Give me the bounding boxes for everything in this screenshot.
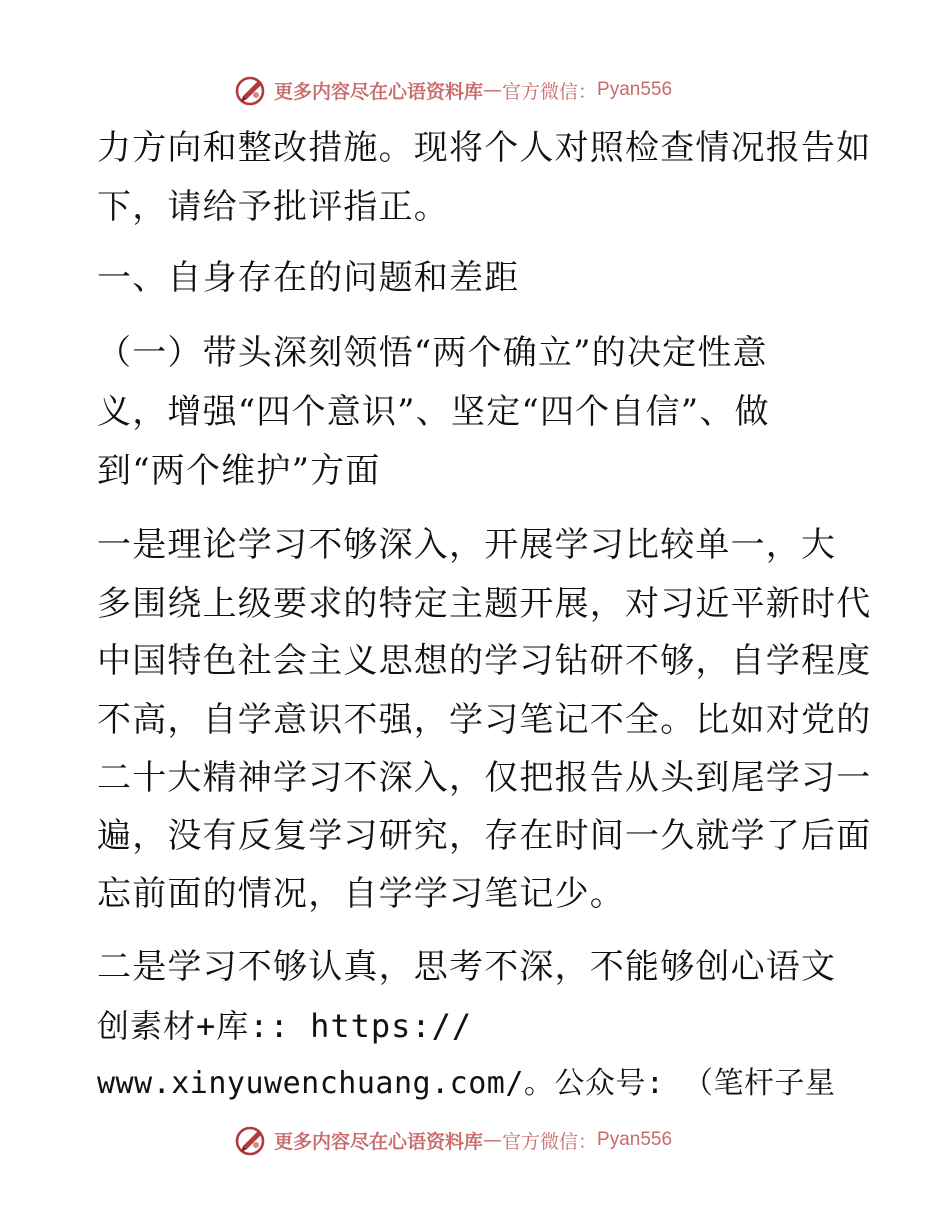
text-line: 力方向和整改措施。现将个人对照检查情况报告如 — [97, 128, 872, 168]
text-line: 遍，没有反复学习研究，存在时间一久就学了后面 — [97, 816, 872, 856]
text-line: www.xinyuwenchuang.com/。公众号: （笔杆子星 — [97, 1066, 836, 1101]
subsection-heading: 到“两个维护”方面 — [97, 451, 381, 491]
watermark-wechat-label: 官方微信： — [502, 80, 598, 103]
text-line: 不高，自学意识不强，学习笔记不全。比如对党的 — [97, 700, 872, 740]
text-line: 二十大精神学习不深入，仅把报告从头到尾学习一 — [97, 758, 872, 798]
watermark-dash: — — [483, 79, 503, 101]
text-line: 创素材+库:: https:// — [97, 1007, 473, 1045]
watermark-main-text: 更多内容尽在心语资料库 — [274, 80, 484, 103]
section-heading: 一、自身存在的问题和差距 — [97, 258, 520, 298]
header-watermark — [234, 70, 714, 110]
text-line: 忘前面的情况，自学学习笔记少。 — [97, 874, 625, 914]
watermark-main-text: 更多内容尽在心语资料库 — [274, 1130, 484, 1153]
watermark-dash: — — [483, 1129, 503, 1151]
watermark-wechat-id: Pyan556 — [597, 79, 673, 100]
subsection-heading: （一）带头深刻领悟“两个确立”的决定性意 — [97, 333, 768, 373]
text-line: 下，请给予批评指正。 — [97, 187, 449, 227]
subsection-heading: 义，增强“四个意识”、坚定“四个自信”、做 — [97, 392, 770, 432]
text-line: 中国特色社会主义思想的学习钻研不够，自学程度 — [97, 641, 872, 681]
watermark-wechat-label: 官方微信： — [502, 1130, 598, 1153]
footer-watermark — [234, 1120, 714, 1160]
text-line: 多围绕上级要求的特定主题开展，对习近平新时代 — [97, 584, 872, 624]
watermark-wechat-id: Pyan556 — [597, 1129, 673, 1150]
text-line: 一是理论学习不够深入，开展学习比较单一，大 — [97, 525, 837, 565]
pen-logo-icon — [234, 1123, 268, 1157]
text-line: 二是学习不够认真，思考不深，不能够创心语文 — [97, 947, 837, 987]
pen-logo-icon — [234, 73, 268, 107]
